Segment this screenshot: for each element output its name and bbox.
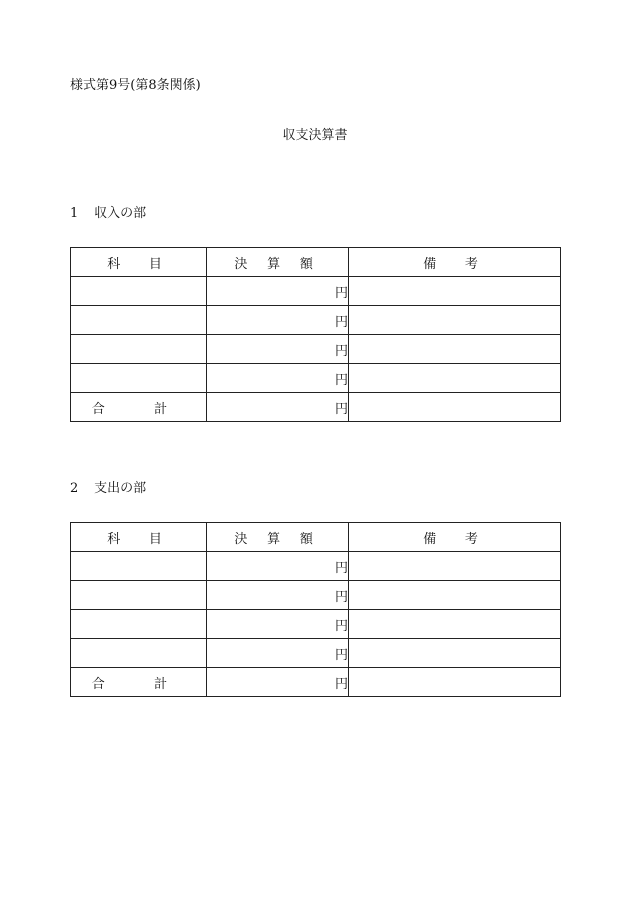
income-subject-header: 科 目 bbox=[71, 248, 207, 277]
expense-amount-cell[interactable] bbox=[207, 639, 349, 668]
yen-unit: 円 bbox=[334, 618, 348, 634]
income-total-remarks-cell[interactable] bbox=[349, 393, 561, 422]
income-remarks-cell[interactable] bbox=[349, 277, 561, 306]
table-row bbox=[71, 364, 561, 393]
expense-subject-cell[interactable] bbox=[71, 610, 207, 639]
expense-remarks-header: 備 考 bbox=[349, 523, 561, 552]
income-remarks-cell[interactable] bbox=[349, 306, 561, 335]
table-row bbox=[71, 639, 561, 668]
table-row bbox=[71, 552, 561, 581]
income-section-number: 1 bbox=[70, 206, 79, 221]
income-amount-header: 決 算 額 bbox=[207, 248, 349, 277]
expense-section-number: 2 bbox=[70, 481, 79, 496]
income-total-row bbox=[71, 393, 561, 422]
expense-amount-cell[interactable] bbox=[207, 610, 349, 639]
income-amount-cell[interactable] bbox=[207, 306, 349, 335]
income-header-row bbox=[71, 248, 561, 277]
income-table bbox=[70, 247, 561, 422]
expense-total-remarks-cell[interactable] bbox=[349, 668, 561, 697]
yen-unit: 円 bbox=[334, 647, 348, 663]
expense-total-amount-cell[interactable] bbox=[207, 668, 349, 697]
expense-section-heading bbox=[70, 477, 146, 496]
income-total-amount-cell[interactable] bbox=[207, 393, 349, 422]
income-subject-cell[interactable] bbox=[71, 306, 207, 335]
table-row bbox=[71, 277, 561, 306]
expense-remarks-cell[interactable] bbox=[349, 639, 561, 668]
expense-amount-cell[interactable] bbox=[207, 581, 349, 610]
income-remarks-cell[interactable] bbox=[349, 335, 561, 364]
document-title: 収支決算書 bbox=[282, 128, 348, 143]
expense-remarks-cell[interactable] bbox=[349, 610, 561, 639]
expense-remarks-cell[interactable] bbox=[349, 552, 561, 581]
income-remarks-cell[interactable] bbox=[349, 364, 561, 393]
income-amount-cell[interactable] bbox=[207, 335, 349, 364]
income-remarks-header: 備 考 bbox=[349, 248, 561, 277]
yen-unit: 円 bbox=[334, 560, 348, 576]
table-row bbox=[71, 306, 561, 335]
expense-total-row bbox=[71, 668, 561, 697]
expense-subject-cell[interactable] bbox=[71, 581, 207, 610]
income-subject-cell[interactable] bbox=[71, 277, 207, 306]
yen-unit: 円 bbox=[334, 589, 348, 605]
income-section-title: 収入の部 bbox=[94, 206, 147, 221]
yen-unit: 円 bbox=[334, 676, 348, 692]
expense-amount-cell[interactable] bbox=[207, 552, 349, 581]
expense-subject-cell[interactable] bbox=[71, 552, 207, 581]
expense-section-title: 支出の部 bbox=[94, 481, 147, 496]
table-row bbox=[71, 610, 561, 639]
expense-subject-header: 科 目 bbox=[71, 523, 207, 552]
yen-unit: 円 bbox=[334, 314, 348, 330]
form-number: 様式第9号(第8条関係) bbox=[70, 78, 201, 93]
yen-unit: 円 bbox=[334, 343, 348, 359]
expense-remarks-cell[interactable] bbox=[349, 581, 561, 610]
expense-table bbox=[70, 522, 561, 697]
expense-header-row bbox=[71, 523, 561, 552]
expense-total-label: 合 計 bbox=[71, 668, 207, 697]
table-row bbox=[71, 335, 561, 364]
income-total-label: 合 計 bbox=[71, 393, 207, 422]
yen-unit: 円 bbox=[334, 372, 348, 388]
yen-unit: 円 bbox=[334, 285, 348, 301]
income-subject-cell[interactable] bbox=[71, 335, 207, 364]
income-subject-cell[interactable] bbox=[71, 364, 207, 393]
yen-unit: 円 bbox=[334, 401, 348, 417]
table-row bbox=[71, 581, 561, 610]
expense-amount-header: 決 算 額 bbox=[207, 523, 349, 552]
income-section-heading bbox=[70, 202, 146, 221]
income-amount-cell[interactable] bbox=[207, 277, 349, 306]
expense-subject-cell[interactable] bbox=[71, 639, 207, 668]
income-amount-cell[interactable] bbox=[207, 364, 349, 393]
